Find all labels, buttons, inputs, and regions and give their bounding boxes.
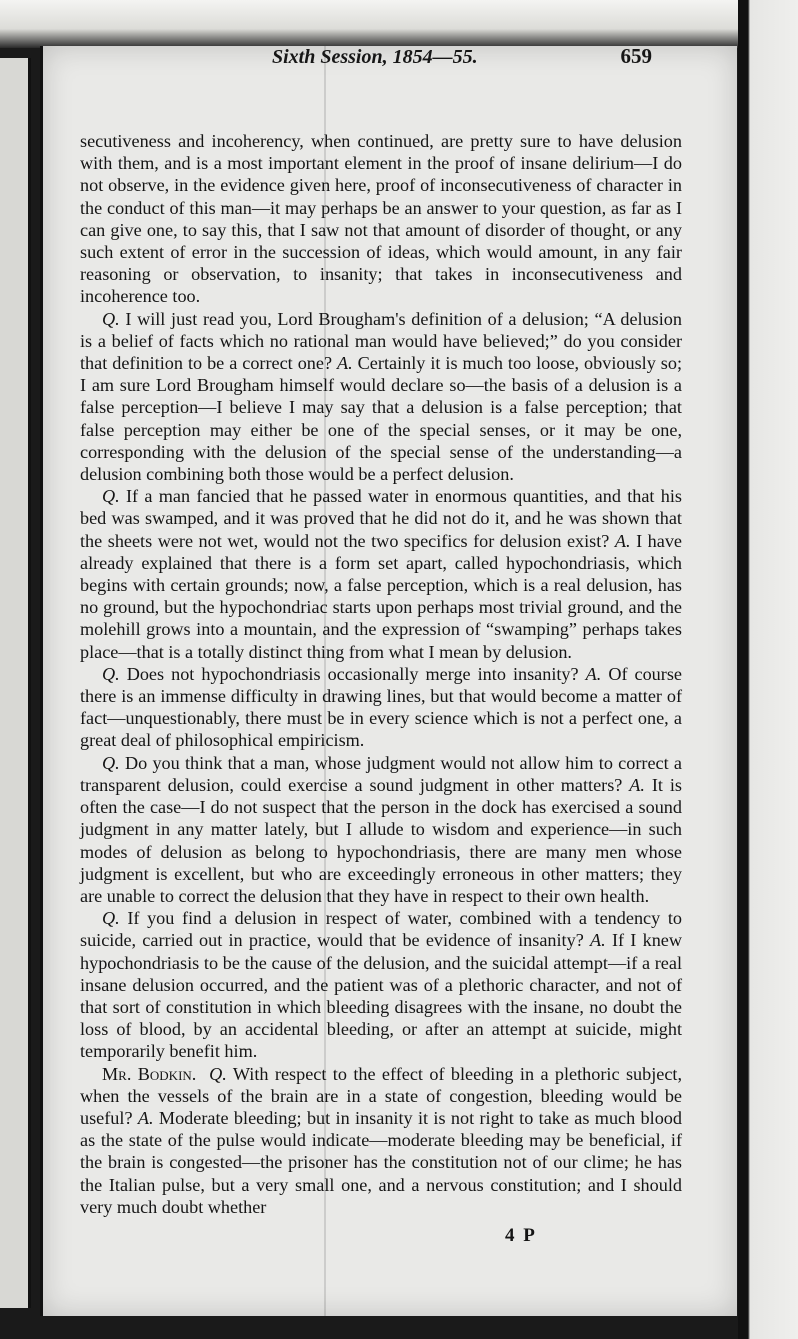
question-text: Does not hypochondriasis occasionally merge into insanity?: [119, 663, 586, 684]
question-text: Do you think that a man, whose judgment would not allow him to correct a transparent delusion, could exercise a sound judgment in other matters?: [80, 752, 682, 795]
question-marker: Q.: [102, 752, 120, 773]
question-marker: Q.: [209, 1063, 227, 1084]
answer-text: I have already explained that there is a form set apart, called hypochondriasis, which begins with certain grounds; now, a false perception, which is a real delusion, has no ground, but the hypochondriac starts upon perhaps most trivial ground, and the molehill grows into a mountain, and the expression of “swamping” perhaps takes place—that is a totally distinct thing from what I mean by delusion.: [80, 530, 683, 662]
page-number: 659: [620, 44, 652, 68]
facing-page-edge: [0, 58, 31, 1308]
question-marker: Q.: [102, 908, 120, 929]
answer-text: If I knew hypochondriasis to be the cause of the delusion, and the suicidal attempt—if a real insane delusion occurred, and the patient was of a plethoric character, and not of that sort of constitution in which bleeding disagrees with the insane, no doubt the loss of blood, by an accidental bleeding, or after an attempt at suicide, might temporarily benefit him.: [80, 930, 682, 1062]
question-text: With respect to the effect of bleeding in a plethoric subject, when the vessels of the brain are in a state of congestion, bleeding would be useful?: [80, 1063, 683, 1128]
answer-text: It is often the case—I do not suspect that the person in the dock has exercised a sound judgment in any matter lately, but I allude to wisdom and experience—in such modes of delusion as belong to hypochondriasis, there are many men whose judgment is excellent, but who are exceedingly erroneous in other matters; they are unable to correct the delusion that they have in respect to their own health.: [80, 774, 682, 906]
question-text: If a man fancied that he passed water in enormous quantities, and that his bed was swamped, and it was proved that he did not do it, and he was shown that the sheets were not wet, would not the two specifics for delusion exist?: [80, 486, 682, 551]
paragraph: [80, 907, 682, 1062]
paragraph: [80, 1063, 682, 1218]
question-marker: Q.: [102, 308, 120, 329]
running-head: Sixth Session, 1854—55.: [272, 46, 478, 68]
paragraph-text: secutiveness and incoherency, when continued, are pretty sure to have delusion with them, and is a most important element in the proof of insane delirium—I do not observe, in the evidence given here, proof of inconsecutiveness of character in the conduct of this man—it may perhaps be an answer to your question, as far as I can give one, to say this, that I saw not that amount of disorder of thought, or any such extent of error in the succession of ideas, which would amount, in any fair reasoning or observation, to insanity; that takes in inconsecutiveness and incoherence too.: [80, 131, 682, 307]
answer-marker: A.: [614, 530, 631, 551]
answer-text: Of course there is an immense difficulty in drawing lines, but that would become a matter of fact—unquestionably, there must be in every science which is not a perfect one, a great deal of philosophical empiricism.: [80, 663, 682, 751]
answer-marker: A.: [585, 663, 602, 684]
question-marker: Q.: [102, 663, 120, 684]
question-marker: Q.: [102, 486, 120, 507]
question-text: If you find a delusion in respect of water, combined with a tendency to suicide, carried out in practice, would that be evidence of insanity?: [80, 908, 682, 951]
answer-text: Moderate bleeding; but in insanity it is not right to take as much blood as the state of the pulse would indicate—moderate bleeding may be beneficial, if the brain is congested—the prisoner has the constitution not of our clime; he has the Italian pulse, but a very small one, and a nervous constitution; and I should very much doubt whether: [80, 1107, 682, 1217]
body-text: [80, 130, 682, 1218]
answer-marker: A.: [137, 1107, 154, 1128]
paragraph: [80, 485, 682, 663]
page-header: [40, 40, 652, 80]
paragraph: [80, 663, 682, 752]
question-text: I will just read you, Lord Brougham's definition of a delusion; “A delusion is a belief of facts which no rational man would have believed;” do you consider that definition to be a correct one?: [80, 308, 682, 374]
answer-text: Certainly it is much too loose, obviously so; I am sure Lord Brougham himself would declare so—the basis of a delusion is a false perception—I believe I may say that a delusion is a false perception; that false perception may either be one of the special senses, or it may be one, corresponding with the delusion of the special sense of the understanding—a delusion combining both those would be a perfect delusion.: [80, 353, 682, 485]
scan-right-edge: [738, 0, 798, 1339]
answer-marker: A.: [590, 930, 606, 951]
signature-mark: 4 P: [505, 1225, 537, 1246]
paragraph: [80, 308, 682, 486]
paragraph: [80, 130, 682, 308]
paragraph: [80, 752, 682, 907]
answer-marker: A.: [629, 774, 645, 795]
speaker-name: Mr. Bodkin.: [102, 1063, 197, 1084]
answer-marker: A.: [337, 353, 353, 374]
